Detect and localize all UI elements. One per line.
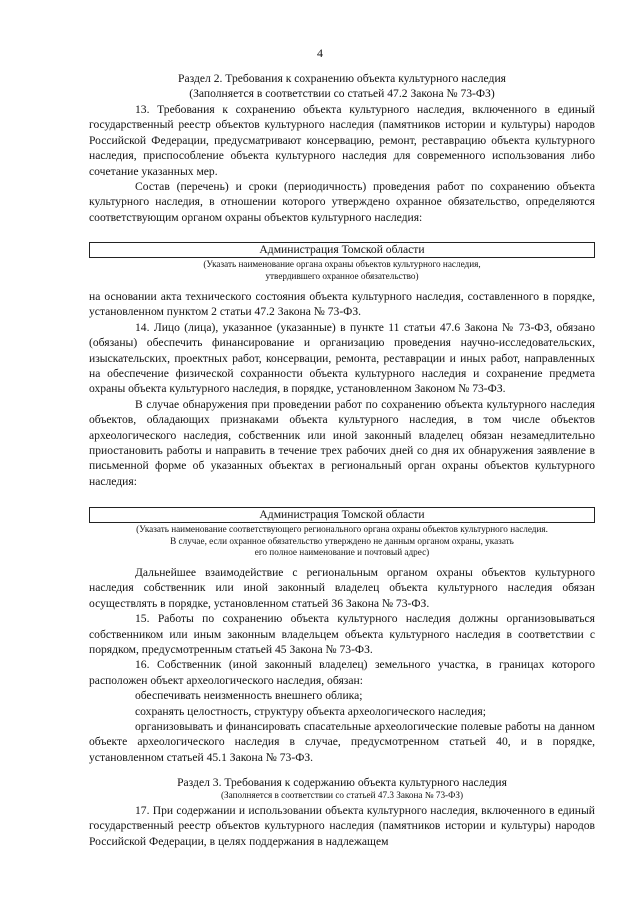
caption-line: (Указать наименование соответствующего регионального органа охраны объектов культурного наследия.: [136, 524, 548, 534]
section-2-heading: [89, 71, 595, 102]
section-3-heading: [89, 775, 595, 802]
authority-field-1-caption: [89, 259, 595, 282]
paragraph-obnaruzhenie: В случае обнаружения при проведении работ по сохранению объекта культурного наследия объектов, обладающих признаками объекта культурного наследия, в том числе объектов археологического наследия, собственник или иной законный владелец обязан незамедлительно приостановить работы и направить в течение трех рабочих дней со дня их обнаружения заявление в письменной форме об указанных объектах в региональный орган охраны объектов культурного наследия:: [89, 397, 595, 488]
paragraph-13: 13. Требования к сохранению объекта культурного наследия, включенного в единый государственный реестр объектов культурного наследия (памятников истории и культуры) народов Российской Федерации, предусматривают консервацию, ремонт, реставрацию объекта культурного наследия, приспособление объекта культурного наследия для современного использования либо сочетание указанных мер.: [89, 103, 595, 178]
section-2-title: Раздел 2. Требования к сохранению объекта культурного наследия: [178, 72, 506, 85]
authority-field-2: Администрация Томской области: [89, 507, 595, 523]
authority-field-1: Администрация Томской области: [89, 242, 595, 258]
list-item: организовывать и финансировать спасательные археологические полевые работы на данном объекте археологического наследия в случае, предусмотренном статьей 40, и в порядке, установленном статьей 45.1 Закона № 73-ФЗ.: [89, 720, 595, 764]
caption-line: В случае, если охранное обязательство утверждено не данным органом охраны, указать: [170, 535, 514, 546]
authority-field-2-caption: [89, 524, 595, 559]
paragraph-akt: на основании акта технического состояния объекта культурного наследия, составленного в порядке, установленном пунктом 2 статьи 47.2 Закона № 73-ФЗ.: [89, 290, 595, 319]
caption-line: (Указать наименование органа охраны объектов культурного наследия,: [203, 259, 481, 269]
paragraph-sostav: Состав (перечень) и сроки (периодичность) проведения работ по сохранению объекта культурного наследия, в отношении которого утверждено охранное обязательство, определяются соответствующим органом охраны объектов культурного наследия:: [89, 180, 595, 224]
list-item: обеспечивать неизменность внешнего облика;: [135, 689, 363, 703]
section-3-body: [89, 803, 595, 849]
paragraph-15: 15. Работы по сохранению объекта культурного наследия должны организовываться собственником или иным законным владельцем объекта культурного наследия в соответствии с порядком, предусмотренным статьей 45 Закона № 73-ФЗ.: [89, 612, 595, 657]
section-2-body-cont: [89, 289, 595, 489]
caption-line: его полное наименование и почтовый адрес): [254, 547, 430, 558]
section-2-body-end: [89, 565, 595, 765]
section-2-body: [89, 102, 595, 225]
list-item: сохранять целостность, структуру объекта археологического наследия;: [135, 704, 486, 718]
caption-line: утвердившего охранное обязательство): [265, 270, 419, 281]
section-3-title: Раздел 3. Требования к содержанию объекта культурного наследия: [177, 776, 507, 789]
paragraph-14: 14. Лицо (лица), указанное (указанные) в пункте 11 статьи 47.6 Закона № 73-ФЗ, обязано (обязаны) обеспечить финансирование и организацию проведения научно-исследовательских, изыскательских, проектных работ, консервации, ремонта, реставрации и иных работ, направленных на обеспечение физической сохранности объекта культурного наследия и сохранение предмета охраны объекта культурного наследия, в порядке, установленном Законом № 73-ФЗ.: [89, 320, 595, 396]
section-3-subtitle: (Заполняется в соответствии со статьей 47.3 Закона № 73-ФЗ): [220, 790, 464, 801]
paragraph-17: 17. При содержании и использовании объекта культурного наследия, включенного в единый государственный реестр объектов культурного наследия (памятников истории и культуры) народов Российской Федерации, в целях поддержания в надлежащем: [89, 804, 595, 848]
section-2-subtitle: (Заполняется в соответствии со статьей 47.2 Закона № 73-ФЗ): [189, 87, 495, 101]
paragraph-dalneyshee: Дальнейшее взаимодействие с региональным органом охраны объектов культурного наследия собственник или иной законный владелец объекта культурного наследия обязан осуществлять в порядке, установленном статьей 36 Закона № 73-ФЗ.: [89, 566, 595, 610]
paragraph-16: 16. Собственник (иной законный владелец) земельного участка, в границах которого расположен объект археологического наследия, обязан:: [89, 658, 595, 687]
page-number: 4: [317, 46, 323, 60]
